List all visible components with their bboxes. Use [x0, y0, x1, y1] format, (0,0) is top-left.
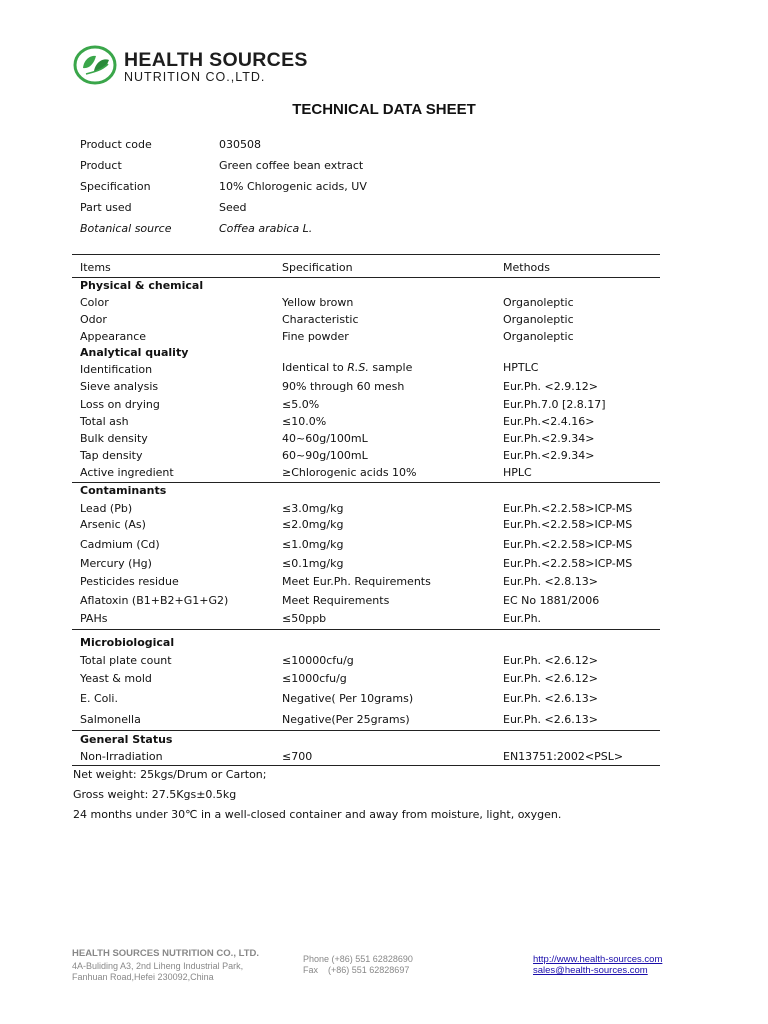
col-header-items: Items: [80, 261, 111, 274]
shelf-life-note: 24 months under 30℃ in a well-closed container and away from moisture, light, oxygen.: [73, 808, 562, 821]
table-cell: Eur.Ph. <2.6.13>: [503, 713, 598, 726]
table-cell: Tap density: [80, 449, 143, 462]
table-cell: Eur.Ph. <2.9.12>: [503, 380, 598, 393]
table-cell: Meet Requirements: [282, 594, 390, 607]
company-logo: [72, 44, 332, 86]
table-cell: Characteristic: [282, 313, 359, 326]
fax-number: Fax (+86) 551 62828697: [303, 965, 410, 975]
info-value: 030508: [219, 138, 261, 151]
leaf-logo-icon: [72, 44, 118, 86]
table-cell: ≤1.0mg/kg: [282, 538, 344, 551]
info-value: Coffea arabica L.: [219, 222, 313, 235]
table-cell: Pesticides residue: [80, 575, 179, 588]
spec-text: Identical to: [282, 361, 344, 374]
footer-address: [72, 961, 243, 983]
info-label: Specification: [80, 180, 151, 193]
table-cell: HPLC: [503, 466, 532, 479]
table-cell: ≤2.0mg/kg: [282, 518, 344, 531]
spec-text-italic: R.S.: [347, 361, 369, 374]
section-heading: General Status: [80, 733, 173, 746]
table-cell: Eur.Ph. <2.6.12>: [503, 654, 598, 667]
col-header-specification: Specification: [282, 261, 353, 274]
section-heading: Physical & chemical: [80, 279, 204, 292]
table-cell: Eur.Ph.: [503, 612, 542, 625]
table-cell: Mercury (Hg): [80, 557, 152, 570]
table-cell: Eur.Ph. <2.6.13>: [503, 692, 598, 705]
table-cell: ≤700: [282, 750, 313, 763]
table-cell: 90% through 60 mesh: [282, 380, 405, 393]
table-cell: Eur.Ph.<2.2.58>ICP-MS: [503, 518, 633, 531]
footer-company: HEALTH SOURCES NUTRITION CO., LTD.: [72, 948, 260, 959]
info-label: Product: [80, 159, 122, 172]
table-rule: [72, 482, 660, 483]
table-cell: Color: [80, 296, 109, 309]
table-cell: Eur.Ph.<2.2.58>ICP-MS: [503, 538, 633, 551]
table-cell: Negative(Per 25grams): [282, 713, 410, 726]
table-cell: ≤50ppb: [282, 612, 327, 625]
table-cell: Eur.Ph.<2.2.58>ICP-MS: [503, 502, 633, 515]
table-cell: Eur.Ph.7.0 [2.8.17]: [503, 398, 606, 411]
footer-contact: [303, 954, 413, 976]
table-cell: Yeast & mold: [80, 672, 152, 685]
table-cell: E. Coli.: [80, 692, 118, 705]
table-cell: Loss on drying: [80, 398, 160, 411]
table-cell: Aflatoxin (B1+B2+G1+G2): [80, 594, 229, 607]
brand-name: HEALTH SOURCES: [124, 49, 308, 71]
table-cell: Arsenic (As): [80, 518, 146, 531]
table-cell: ≥Chlorogenic acids 10%: [282, 466, 417, 479]
spec-text: sample: [372, 361, 413, 374]
table-cell: Identification: [80, 363, 153, 376]
table-cell: Fine powder: [282, 330, 349, 343]
table-cell: 40~60g/100mL: [282, 432, 368, 445]
net-weight-note: Net weight: 25kgs/Drum or Carton;: [73, 768, 267, 781]
brand-subtitle: NUTRITION CO.,LTD.: [124, 70, 266, 84]
table-rule: [72, 629, 660, 630]
table-cell: ≤1000cfu/g: [282, 672, 347, 685]
table-cell: Eur.Ph.<2.9.34>: [503, 449, 595, 462]
table-cell: Bulk density: [80, 432, 148, 445]
table-cell: ≤5.0%: [282, 398, 320, 411]
info-label: Product code: [80, 138, 152, 151]
info-value: Seed: [219, 201, 247, 214]
gross-weight-note: Gross weight: 27.5Kgs±0.5kg: [73, 788, 237, 801]
address-line: 4A-Buliding A3, 2nd Liheng Industrial Park,: [72, 961, 244, 971]
table-cell: Eur.Ph. <2.6.12>: [503, 672, 598, 685]
phone-number: Phone (+86) 551 62828690: [303, 954, 413, 964]
table-cell: [282, 361, 412, 375]
website-link[interactable]: http://www.health-sources.com: [533, 954, 663, 965]
table-cell: Total plate count: [80, 654, 172, 667]
table-rule: [72, 730, 660, 731]
table-cell: PAHs: [80, 612, 108, 625]
table-cell: Odor: [80, 313, 107, 326]
table-cell: ≤3.0mg/kg: [282, 502, 344, 515]
table-cell: Eur.Ph.<2.2.58>ICP-MS: [503, 557, 633, 570]
table-cell: Organoleptic: [503, 296, 574, 309]
table-cell: Organoleptic: [503, 313, 574, 326]
table-rule: [72, 765, 660, 766]
info-label: Part used: [80, 201, 132, 214]
section-heading: Analytical quality: [80, 346, 189, 359]
table-cell: Eur.Ph.<2.4.16>: [503, 415, 595, 428]
table-cell: Cadmium (Cd): [80, 538, 160, 551]
table-cell: Active ingredient: [80, 466, 174, 479]
table-cell: Lead (Pb): [80, 502, 133, 515]
storage-notes: [73, 768, 561, 828]
table-rule: [72, 277, 660, 278]
section-heading: Contaminants: [80, 484, 167, 497]
table-cell: Eur.Ph.<2.9.34>: [503, 432, 595, 445]
document-title: TECHNICAL DATA SHEET: [292, 101, 476, 118]
table-cell: Sieve analysis: [80, 380, 159, 393]
table-cell: Negative( Per 10grams): [282, 692, 414, 705]
info-value: 10% Chlorogenic acids, UV: [219, 180, 367, 193]
email-link[interactable]: sales@health-sources.com: [533, 965, 648, 976]
table-cell: ≤10.0%: [282, 415, 327, 428]
table-cell: EC No 1881/2006: [503, 594, 600, 607]
section-heading: Microbiological: [80, 636, 175, 649]
table-cell: ≤10000cfu/g: [282, 654, 354, 667]
table-cell: Meet Eur.Ph. Requirements: [282, 575, 431, 588]
table-cell: Eur.Ph. <2.8.13>: [503, 575, 598, 588]
col-header-methods: Methods: [503, 261, 550, 274]
table-cell: Total ash: [80, 415, 129, 428]
table-rule: [72, 254, 660, 255]
footer-links: [533, 954, 662, 976]
table-cell: ≤0.1mg/kg: [282, 557, 344, 570]
table-cell: Organoleptic: [503, 330, 574, 343]
table-cell: Appearance: [80, 330, 147, 343]
table-cell: HPTLC: [503, 361, 539, 374]
table-cell: Yellow brown: [282, 296, 354, 309]
info-label: Botanical source: [80, 222, 172, 235]
table-cell: EN13751:2002<PSL>: [503, 750, 624, 763]
table-cell: 60~90g/100mL: [282, 449, 368, 462]
table-cell: Non-Irradiation: [80, 750, 163, 763]
info-value: Green coffee bean extract: [219, 159, 364, 172]
address-line: Fanhuan Road,Hefei 230092,China: [72, 972, 214, 982]
table-cell: Salmonella: [80, 713, 141, 726]
